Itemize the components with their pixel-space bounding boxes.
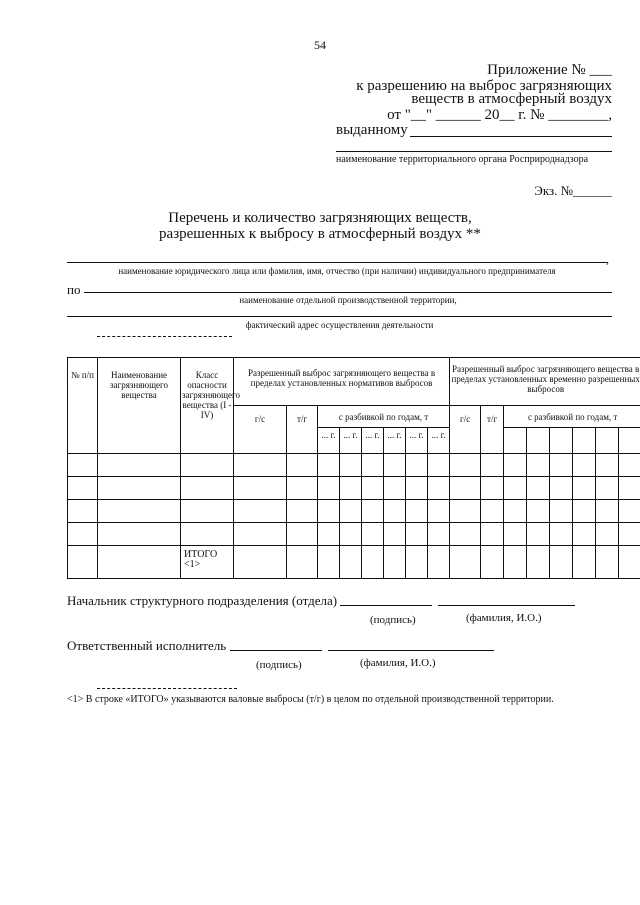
- year-cell[interactable]: [550, 428, 573, 454]
- head-fio-line[interactable]: [438, 605, 575, 606]
- th-year: ... г.: [340, 428, 362, 454]
- th-number: № п/п: [68, 358, 98, 454]
- th-group-norms: Разрешенный выброс загрязняющего вещества в пределах установленных нормативов выбросов: [234, 358, 450, 406]
- executor-label: Ответственный исполнитель: [67, 638, 227, 653]
- footnote: <1> В строке «ИТОГО» указываются валовые выбросы (т/г) в целом по отдельной производственной территории.: [67, 694, 554, 705]
- pollutants-table: [67, 357, 640, 579]
- th-gs-1: г/с: [234, 406, 287, 454]
- authority-caption: наименование территориального органа Росприроднадзора: [336, 154, 589, 165]
- th-year: ... г.: [428, 428, 450, 454]
- table-row: [68, 477, 640, 500]
- th-by-years-2: с разбивкой по годам, т: [504, 406, 640, 428]
- th-group-temporary: Разрешенный выброс загрязняющего вещества в пределах установленных временно разрешенных выбросов: [450, 358, 640, 406]
- title-line-2: разрешенных к выбросу в атмосферный воздух **: [159, 226, 481, 242]
- head-sign-caption: (подпись): [370, 614, 416, 626]
- document-title: [0, 210, 640, 242]
- th-year: ... г.: [384, 428, 406, 454]
- title-line-1: Перечень и количество загрязняющих веществ,: [168, 210, 472, 226]
- authority-line[interactable]: [336, 151, 612, 152]
- table-row-total: [68, 546, 640, 579]
- territory-caption: наименование отдельной производственной территории,: [239, 295, 457, 305]
- year-cell[interactable]: [596, 428, 619, 454]
- issued-label: выданному: [336, 122, 408, 138]
- head-sign-line[interactable]: [340, 605, 432, 606]
- year-cell[interactable]: [573, 428, 596, 454]
- executor-sign-caption: (подпись): [256, 659, 302, 671]
- head-fio-caption: (фамилия, И.О.): [466, 612, 542, 624]
- executor-fio-caption: (фамилия, И.О.): [360, 657, 436, 669]
- th-year: ... г.: [318, 428, 340, 454]
- th-hazard-class: Класс опасности загрязняющего вещества (I - IV): [181, 358, 234, 454]
- appendix-line-2: веществ в атмосферный воздух: [411, 91, 612, 107]
- territory-line[interactable]: [84, 292, 612, 293]
- appendix-date-line: от "__" ______ 20__ г. № ________,: [387, 107, 612, 123]
- footnote-separator: [97, 688, 237, 689]
- year-cell[interactable]: [504, 428, 527, 454]
- executor-fio-line[interactable]: [328, 650, 494, 651]
- table-row: [68, 523, 640, 546]
- copy-number: Экз. №______: [534, 183, 612, 198]
- year-cell[interactable]: [527, 428, 550, 454]
- total-label: ИТОГО <1>: [181, 546, 234, 579]
- executor-sign-line[interactable]: [230, 650, 322, 651]
- table-row: [68, 500, 640, 523]
- address-line[interactable]: [67, 316, 612, 317]
- appendix-line-1: к разрешению на выброс загрязняющих: [356, 78, 612, 94]
- th-year: ... г.: [362, 428, 384, 454]
- page-number: 54: [314, 38, 326, 52]
- footnote-separator-top: [97, 336, 232, 337]
- appendix-number: Приложение № ___: [487, 62, 612, 78]
- po-label: по: [67, 282, 81, 297]
- head-label: Начальник структурного подразделения (отдела): [67, 593, 338, 608]
- entity-comma: ,: [606, 252, 609, 266]
- th-tg-2: т/г: [481, 406, 504, 454]
- entity-caption: наименование юридического лица или фамилия, имя, отчество (при наличии) индивидуального предпринимателя: [118, 266, 556, 276]
- th-tg-1: т/г: [287, 406, 318, 454]
- year-cell[interactable]: [619, 428, 640, 454]
- th-substance: Наименование загрязняющего вещества: [98, 358, 181, 454]
- table-row: [68, 454, 640, 477]
- address-caption: фактический адрес осуществления деятельности: [245, 320, 434, 330]
- entity-line[interactable]: [67, 262, 607, 263]
- issued-line[interactable]: [410, 136, 612, 137]
- th-year: ... г.: [406, 428, 428, 454]
- th-gs-2: г/с: [450, 406, 481, 454]
- th-by-years-1: с разбивкой по годам, т: [318, 406, 450, 428]
